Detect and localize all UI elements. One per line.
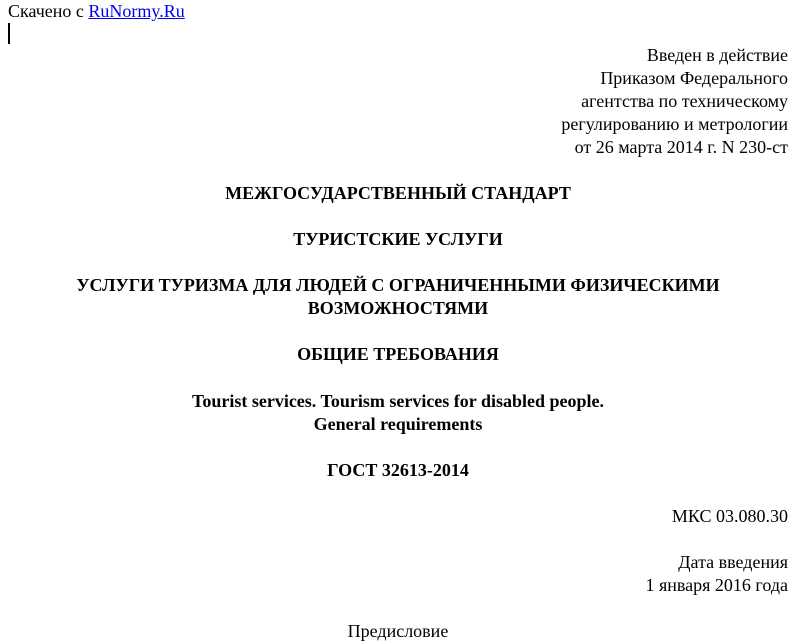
english-title-line: General requirements	[313, 414, 483, 434]
source-prefix: Скачено с	[8, 1, 84, 21]
enactment-block	[561, 44, 788, 159]
standard-type-heading	[0, 182, 790, 205]
runormy-link[interactable]: RuNormy.Ru	[88, 1, 185, 21]
standard-subtitle-heading	[0, 343, 790, 366]
standard-code-heading	[0, 459, 790, 482]
standard-title-line: УСЛУГИ ТУРИЗМА ДЛЯ ЛЮДЕЙ С ОГРАНИЧЕННЫМИ ФИЗИЧЕСКИМИ	[76, 275, 720, 295]
text-cursor	[8, 23, 10, 44]
preface-heading	[0, 620, 790, 643]
standard-category-heading	[0, 228, 790, 251]
standard-type: МЕЖГОСУДАРСТВЕННЫЙ СТАНДАРТ	[225, 183, 571, 203]
source-line	[8, 0, 185, 23]
english-title-heading	[0, 390, 790, 436]
enactment-line: Введен в действие	[646, 45, 788, 65]
effective-date: 1 января 2016 года	[645, 575, 788, 595]
mks-block	[672, 505, 788, 528]
enactment-line: агентства по техническому	[581, 91, 788, 111]
english-title-line: Tourist services. Tourism services for disabled people.	[191, 391, 604, 411]
enactment-line: Приказом Федерального	[600, 68, 788, 88]
enactment-line: от 26 марта 2014 г. N 230-ст	[574, 137, 788, 157]
enactment-line: регулированию и метрологии	[561, 114, 788, 134]
standard-category: ТУРИСТСКИЕ УСЛУГИ	[293, 229, 503, 249]
standard-title-line: ВОЗМОЖНОСТЯМИ	[307, 298, 489, 318]
mks-code: МКС 03.080.30	[671, 506, 788, 526]
effective-date-block	[645, 551, 788, 597]
preface-title: Предисловие	[347, 621, 449, 641]
effective-label: Дата введения	[678, 552, 788, 572]
standard-title-heading	[0, 274, 790, 320]
standard-subtitle: ОБЩИЕ ТРЕБОВАНИЯ	[297, 344, 499, 364]
standard-code: ГОСТ 32613-2014	[327, 460, 469, 480]
